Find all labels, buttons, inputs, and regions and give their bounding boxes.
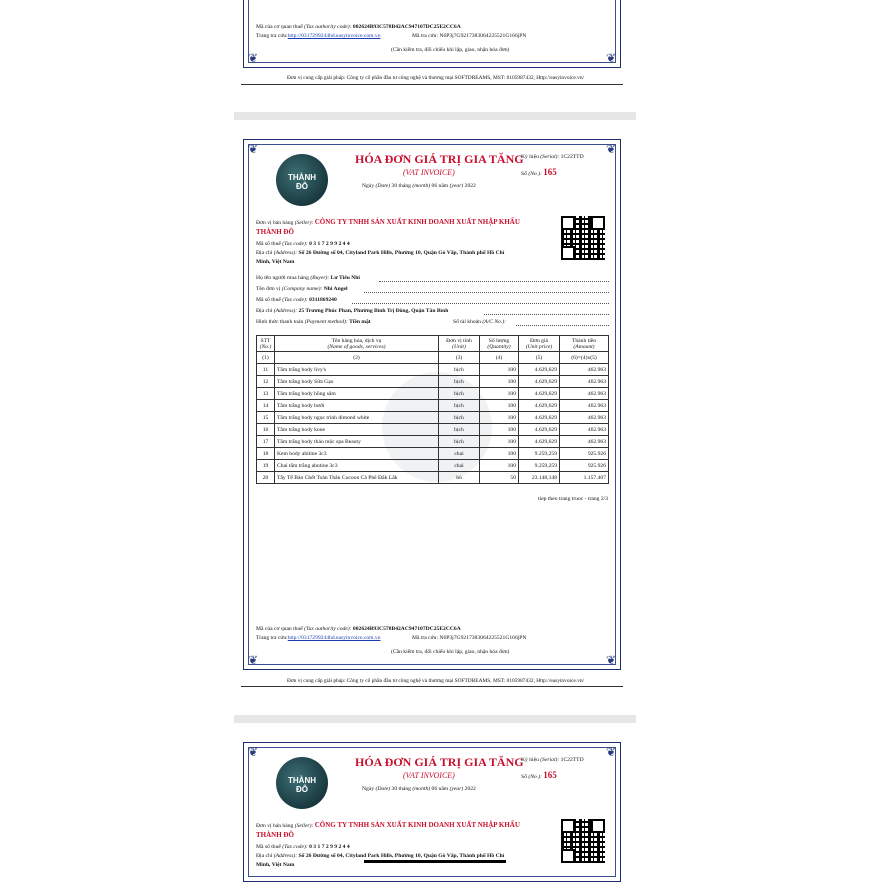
table-row (257, 460, 609, 472)
table-cell: bịch (439, 376, 480, 388)
table-cell: 16 (257, 424, 275, 436)
table-cell: Tắm trắng body hồng sâm (275, 388, 439, 400)
table-row (257, 376, 609, 388)
dotted-line (352, 303, 609, 304)
table-header-row: STT (No.) Tên hàng hóa, dịch vụ (Name of goods, services) Đơn vị tính (Unit) Số lượng (Quantity) Đơn giá (Unit price) Thành tiền (Amount) (257, 336, 609, 352)
lookup-link[interactable]: http://0317299244hd.easyinvoice.com.vn (287, 635, 381, 641)
table-cell: 100 (480, 412, 519, 424)
check-note: (Cần kiểm tra, đối chiếu khi lập, giao, nhận hóa đơn) (391, 47, 510, 53)
continued-note: tiep theo trang truoc - trang 2/3 (538, 496, 608, 502)
seller-address-line: Địa chỉ (Address): Số 26 Đường số 04, Cityland Park Hills, Phường 10, Quận Gò Vấp, Thành phố Hồ Chí (256, 250, 505, 256)
lookup-line: Trang tra cứu:http://0317299244hd.easyinvoice.com.vn (256, 33, 381, 39)
table-cell: 14 (257, 400, 275, 412)
table-row (257, 412, 609, 424)
table-cell: 100 (480, 376, 519, 388)
table-cell: 4.629,629 (519, 376, 560, 388)
table-cell: 100 (480, 448, 519, 460)
corner-ornament-icon: ❦ (605, 142, 617, 156)
divider (241, 686, 623, 687)
table-cell: Tắm trắng body bưởi (275, 400, 439, 412)
serial-line: Ký hiệu (Serial): 1C22TTD (521, 757, 584, 763)
payment-line: Hình thức thanh toán (Payment method): Tiền mặt (256, 319, 371, 325)
corner-ornament-icon: ❦ (247, 51, 259, 65)
corner-ornament-icon: ❦ (605, 653, 617, 667)
dotted-line (516, 325, 609, 326)
table-row (257, 472, 609, 484)
seller-name-2: THÀNH ĐÔ (256, 228, 294, 236)
authority-code-line: Mã của cơ quan thuế (Tax authority code): 002624B93C578B42AC947107DC25E2CC6A (256, 24, 461, 30)
company-line: Tên đơn vị (Company name): Nhi Angel (256, 286, 348, 292)
table-cell: Tắm trắng body thảo mộc spa Beauty (275, 436, 439, 448)
table-cell: bịch (439, 400, 480, 412)
date-line: Ngày (Date) 30 tháng (month) 06 năm (year) 2022 (362, 786, 476, 792)
table-cell: bịch (439, 424, 480, 436)
table-cell: chai (439, 448, 480, 460)
table-cell: chai (439, 460, 480, 472)
table-cell: 462.963 (560, 424, 609, 436)
lookup-code-line: Mã tra cứu: N6P3j7G9217383064225521G166jPN (412, 635, 527, 641)
invoice-title-en: (VAT INVOICE) (403, 168, 455, 177)
column-index-row: (1) (2) (3) (4) (5) (6)=(4)x(5) (257, 352, 609, 364)
seller-tax-line: Mã số thuế (Tax code): 0 3 1 7 2 9 9 2 4 4 (256, 844, 350, 850)
company-logo: THÀNH ĐÔ (276, 154, 328, 206)
table-cell: 100 (480, 424, 519, 436)
seller-tax-line: Mã số thuế (Tax code): 0 3 1 7 2 9 9 2 4 4 (256, 241, 350, 247)
table-cell: 4.629,629 (519, 388, 560, 400)
table-cell: 1.157.407 (560, 472, 609, 484)
table-cell: bịch (439, 436, 480, 448)
seller-address-2: Minh, Việt Nam (256, 862, 295, 868)
invoice-number-line: Số (No.): 165 (521, 770, 557, 780)
lookup-line: Trang tra cứu:http://0317299244hd.easyinvoice.com.vn (256, 635, 381, 641)
invoice-title: HÓA ĐƠN GIÁ TRỊ GIA TĂNG (355, 755, 524, 769)
invoice-page-1 (243, 0, 621, 68)
invoice-page-3 (243, 742, 621, 882)
table-cell: Tắm trắng body Sữa Gạo (275, 376, 439, 388)
table-cell: Tắm trắng body ngọc trinh dimond white (275, 412, 439, 424)
buyer-tax-line: Mã số thuế (Tax code): 0311869240 (256, 297, 337, 303)
authority-code-line: Mã của cơ quan thuế (Tax authority code): 002624B93C578B42AC947107DC25E2CC6A (256, 626, 461, 632)
table-row (257, 448, 609, 460)
invoice-title: HÓA ĐƠN GIÁ TRỊ GIA TĂNG (355, 152, 524, 166)
corner-ornament-icon: ❦ (247, 653, 259, 667)
table-cell: 462.963 (560, 364, 609, 376)
qr-code (561, 819, 605, 863)
table-cell: 925.926 (560, 448, 609, 460)
table-row (257, 436, 609, 448)
table-cell: bịch (439, 412, 480, 424)
table-cell: 100 (480, 364, 519, 376)
table-cell: 17 (257, 436, 275, 448)
table-cell: 4.629,629 (519, 412, 560, 424)
table-cell: 15 (257, 412, 275, 424)
account-line: Số tài khoản (A/C No.): (453, 319, 506, 325)
table-cell: 9.259,259 (519, 460, 560, 472)
date-line: Ngày (Date) 30 tháng (month) 06 năm (year) 2022 (362, 183, 476, 189)
table-row (257, 364, 609, 376)
buyer-line: Họ tên người mua hàng (Buyer): Lư Tiểu Nhi (256, 275, 360, 281)
items-table (256, 335, 609, 484)
strikethrough-mark (364, 860, 506, 863)
page-gap (234, 715, 636, 723)
seller-line: Đơn vị bán hàng (Seller): CÔNG TY TNHH SẢN XUẤT KINH DOANH XUẤT NHẬP KHẨU (256, 821, 520, 829)
table-cell: Chai tắm trắng abutine 3c3 (275, 460, 439, 472)
table-cell: 462.963 (560, 436, 609, 448)
table-row (257, 400, 609, 412)
table-cell: 462.963 (560, 388, 609, 400)
dotted-line (484, 314, 609, 315)
provider-footer: Đơn vị cung cấp giải pháp: Công ty cổ phần đầu tư công nghệ và thương mại SOFTDREAMS, MST: 0105987432, Http://easyinvoice.vn/ (286, 678, 585, 684)
seller-line: Đơn vị bán hàng (Seller): CÔNG TY TNHH SẢN XUẤT KINH DOANH XUẤT NHẬP KHẨU (256, 218, 520, 226)
invoice-number-line: Số (No.): 165 (521, 167, 557, 177)
check-note: (Cần kiểm tra, đối chiếu khi lập, giao, nhận hóa đơn) (391, 649, 510, 655)
corner-ornament-icon: ❦ (605, 745, 617, 759)
table-cell: 12 (257, 376, 275, 388)
table-cell: 4.629,629 (519, 424, 560, 436)
table-cell: Tắm trắng body kone (275, 424, 439, 436)
table-cell: 4.629,629 (519, 400, 560, 412)
table-cell: 11 (257, 364, 275, 376)
table-cell: Kem body abitine 3c3 (275, 448, 439, 460)
table-cell: 100 (480, 436, 519, 448)
table-cell: 462.963 (560, 412, 609, 424)
page-gap (234, 112, 636, 120)
table-cell: bịch (439, 388, 480, 400)
table-cell: 462.963 (560, 400, 609, 412)
table-cell: 9.259,259 (519, 448, 560, 460)
table-cell: Tắm trắng body livy's (275, 364, 439, 376)
buyer-address-line: Địa chỉ (Address): 25 Trương Phúc Phan, Phường Bình Trị Đông, Quận Tân Bình (256, 308, 449, 314)
invoice-page-2 (243, 139, 621, 670)
table-cell: Tẩy Tế Bào Chết Toàn Thân Cocoon Cà Phê Đắk Lắk (275, 472, 439, 484)
corner-ornament-icon: ❦ (247, 745, 259, 759)
dotted-line (379, 281, 609, 282)
table-cell: 100 (480, 460, 519, 472)
seller-address-2: Minh, Việt Nam (256, 259, 295, 265)
table-cell: 462.963 (560, 376, 609, 388)
table-cell: 13 (257, 388, 275, 400)
divider (241, 84, 623, 85)
table-cell: hủ (439, 472, 480, 484)
table-row (257, 388, 609, 400)
seller-name-2: THÀNH ĐÔ (256, 831, 294, 839)
table-cell: 50 (480, 472, 519, 484)
corner-ornament-icon: ❦ (605, 51, 617, 65)
provider-footer: Đơn vị cung cấp giải pháp: Công ty cổ phần đầu tư công nghệ và thương mại SOFTDREAMS, MST: 0105987432, Http://easyinvoice.vn/ (286, 75, 585, 81)
company-logo: THÀNH ĐÔ (276, 757, 328, 809)
table-cell: 4.629,629 (519, 436, 560, 448)
serial-line: Ký hiệu (Serial): 1C22TTD (521, 154, 584, 160)
table-row (257, 424, 609, 436)
corner-ornament-icon: ❦ (247, 142, 259, 156)
table-cell: 20 (257, 472, 275, 484)
table-cell: 100 (480, 388, 519, 400)
lookup-code-line: Mã tra cứu: N6P3j7G9217383064225521G166jPN (412, 33, 527, 39)
lookup-link[interactable]: http://0317299244hd.easyinvoice.com.vn (287, 33, 381, 39)
table-cell: bịch (439, 364, 480, 376)
table-cell: 100 (480, 400, 519, 412)
table-cell: 23.148,148 (519, 472, 560, 484)
table-cell: 4.629,629 (519, 364, 560, 376)
table-cell: 18 (257, 448, 275, 460)
dotted-line (364, 292, 609, 293)
qr-code (561, 216, 605, 260)
table-cell: 925.926 (560, 460, 609, 472)
table-cell: 19 (257, 460, 275, 472)
seller-address-line: Địa chỉ (Address): Số 26 Đường số 04, Cityland Park Hills, Phường 10, Quận Gò Vấp, Thành phố Hồ Chí (256, 853, 505, 859)
invoice-title-en: (VAT INVOICE) (403, 771, 455, 780)
